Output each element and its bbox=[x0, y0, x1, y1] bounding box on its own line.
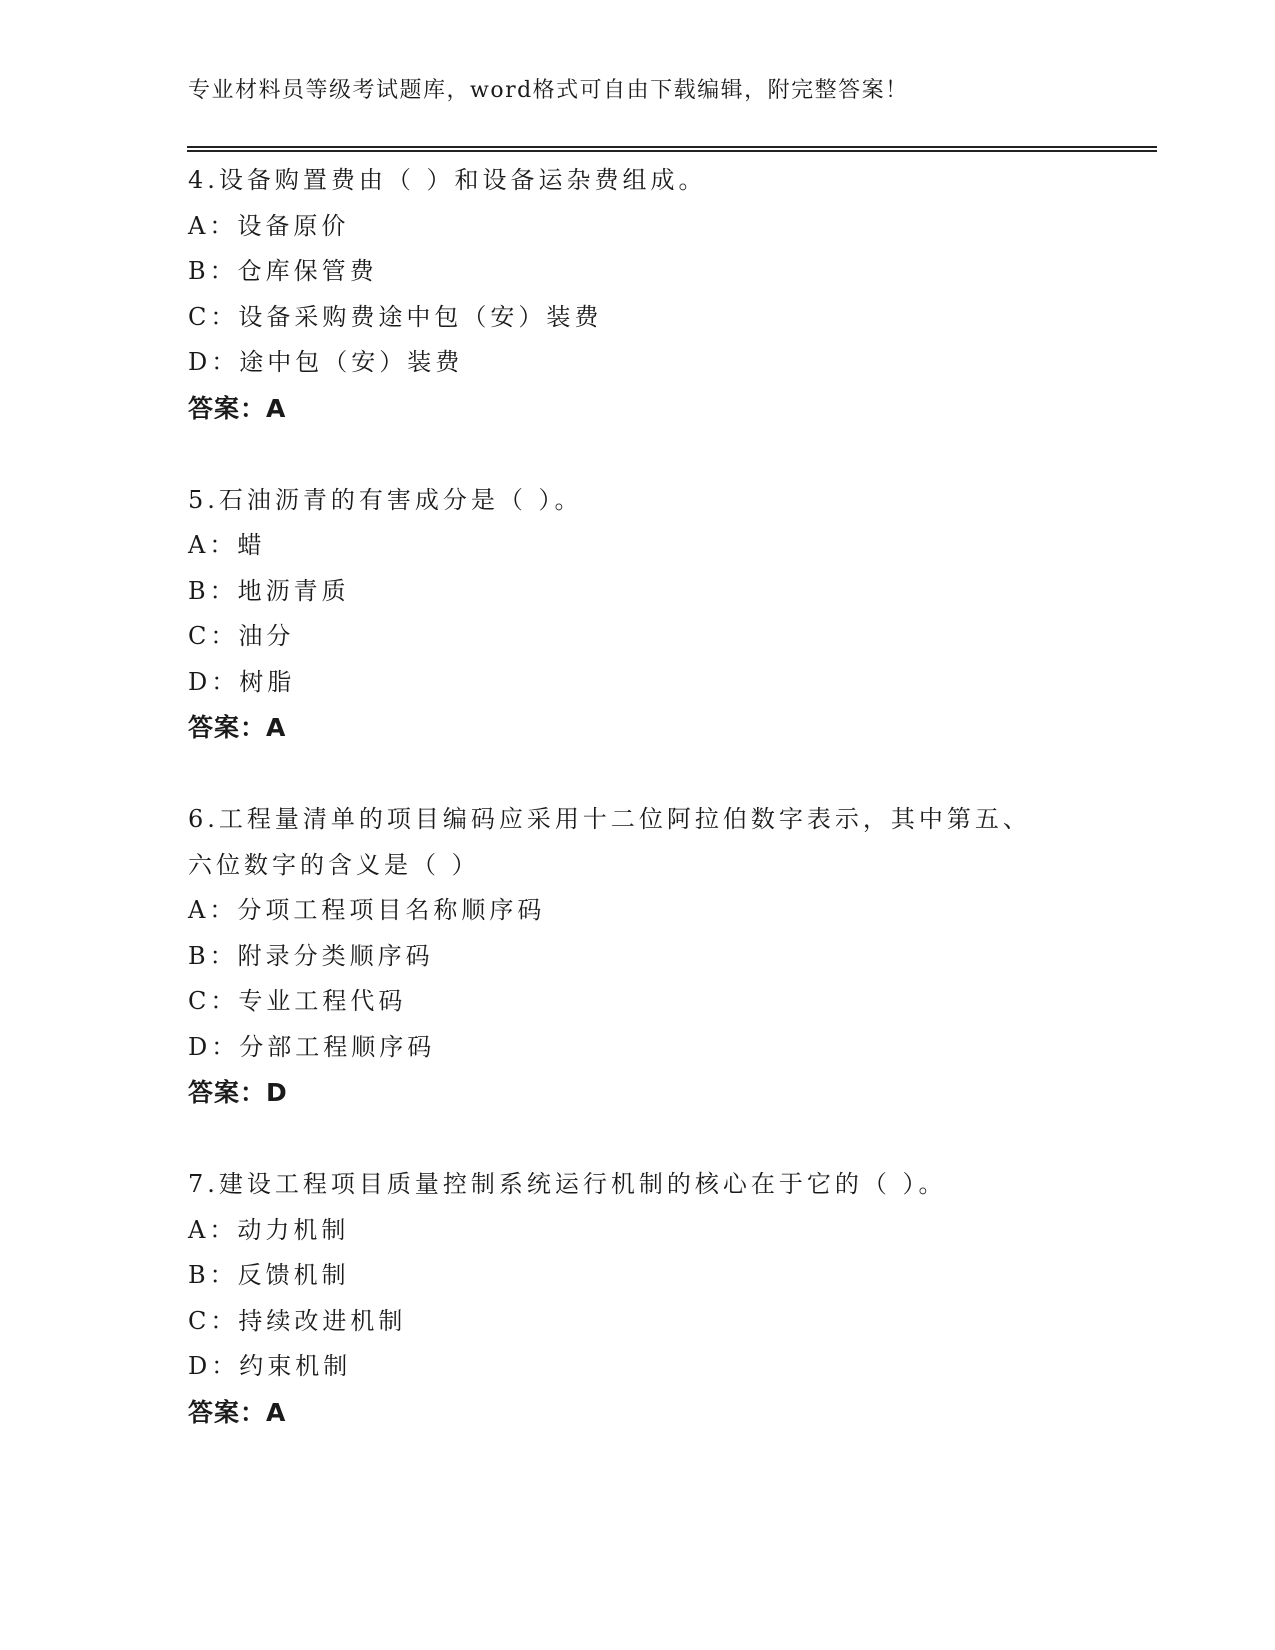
question-5 bbox=[188, 478, 1088, 752]
question-stem-line-2: 六位数字的含义是（ ） bbox=[188, 850, 480, 879]
option-c: C：持续改进机制 bbox=[188, 1306, 407, 1335]
question-stem: 5.石油沥青的有害成分是（ ）。 bbox=[188, 485, 583, 514]
question-stem: 7.建设工程项目质量控制系统运行机制的核心在于它的（ ）。 bbox=[188, 1170, 947, 1198]
header-divider bbox=[187, 146, 1157, 152]
answer: 答案：A bbox=[188, 393, 287, 423]
question-stem: 4.设备购置费由（ ）和设备运杂费组成。 bbox=[188, 166, 707, 194]
question-list bbox=[188, 158, 1088, 1482]
page-header: 专业材料员等级考试题库，word格式可自由下载编辑，附完整答案！ bbox=[188, 78, 909, 103]
option-b: B：地沥青质 bbox=[188, 576, 350, 605]
answer: 答案：D bbox=[188, 1078, 288, 1107]
question-stem-line-1: 6.工程量清单的项目编码应采用十二位阿拉伯数字表示，其中第五、 bbox=[188, 805, 1031, 833]
option-d: D：分部工程顺序码 bbox=[188, 1032, 436, 1061]
option-a: A：设备原价 bbox=[188, 211, 350, 240]
option-d: D：树脂 bbox=[188, 667, 296, 696]
option-b: B：仓库保管费 bbox=[188, 257, 378, 285]
option-b: B：反馈机制 bbox=[188, 1261, 350, 1289]
question-7 bbox=[188, 1162, 1088, 1436]
option-c: C：油分 bbox=[188, 622, 295, 650]
answer: 答案：A bbox=[188, 713, 287, 742]
option-c: C：设备采购费途中包（安）装费 bbox=[188, 302, 603, 331]
answer: 答案：A bbox=[188, 1397, 287, 1427]
option-b: B：附录分类顺序码 bbox=[188, 941, 434, 970]
option-a: A：蜡 bbox=[188, 531, 266, 559]
option-a: A：分项工程项目名称顺序码 bbox=[188, 896, 546, 924]
question-6 bbox=[188, 797, 1088, 1116]
option-d: D：约束机制 bbox=[188, 1352, 352, 1380]
question-4 bbox=[188, 158, 1088, 432]
option-d: D：途中包（安）装费 bbox=[188, 348, 464, 376]
option-c: C：专业工程代码 bbox=[188, 987, 407, 1015]
option-a: A：动力机制 bbox=[188, 1215, 350, 1244]
